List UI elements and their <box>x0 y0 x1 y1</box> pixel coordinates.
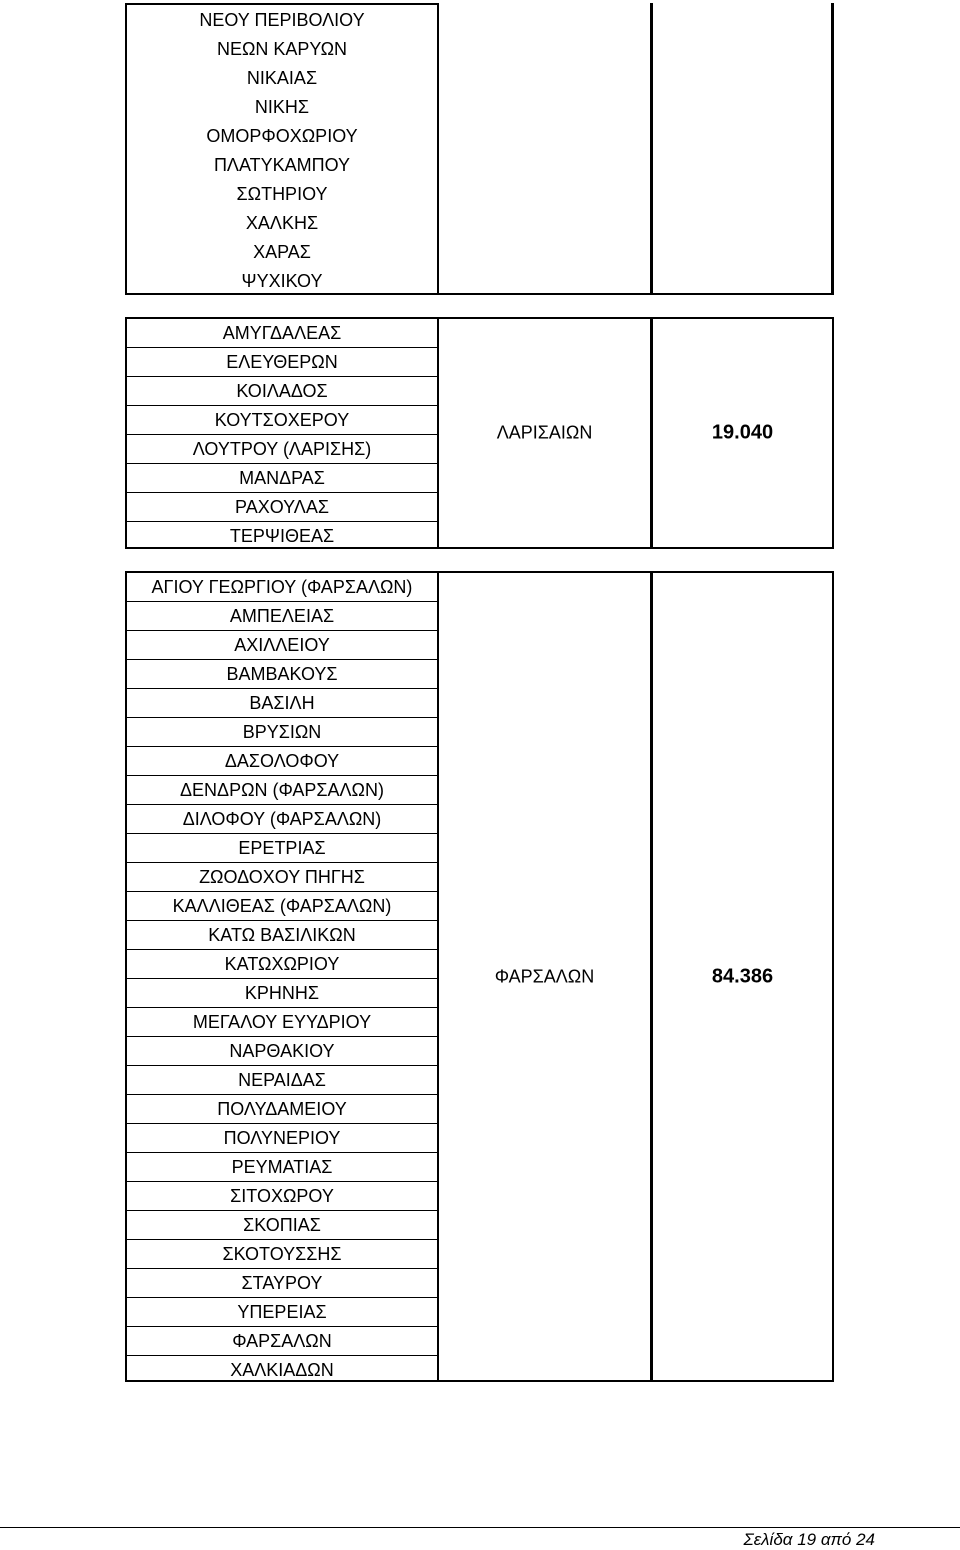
village-name: ΚΡΗΝΗΣ <box>127 979 437 1008</box>
village-name: ΒΑΣΙΛΗ <box>127 689 437 718</box>
village-name: ΑΜΥΓΔΑΛΕΑΣ <box>127 319 437 348</box>
village-name: ΧΑΡΑΣ <box>253 242 311 262</box>
village-name: ΕΛΕΥΘΕΡΩΝ <box>127 348 437 377</box>
municipality-cell <box>439 317 653 549</box>
village-name: ΝΙΚΑΙΑΣ <box>246 68 318 88</box>
village-name: ΛΟΥΤΡΟΥ (ΛΑΡΙΣΗΣ) <box>127 435 437 464</box>
village-name: ΚΑΤΩΧΩΡΙΟΥ <box>127 950 437 979</box>
village-name: ΟΜΟΡΦΟΧΩΡΙΟΥ <box>206 126 358 146</box>
table-group-1 <box>125 3 834 295</box>
village-name: ΝΙΚΗΣ <box>254 97 310 117</box>
table-group-2 <box>125 317 834 549</box>
village-list <box>127 573 437 1385</box>
village-name: ΒΑΜΒΑΚΟΥΣ <box>127 660 437 689</box>
village-name: ΔΑΣΟΛΟΦΟΥ <box>127 747 437 776</box>
municipality-cell <box>439 571 653 1382</box>
village-name: ΑΓΙΟΥ ΓΕΩΡΓΙΟΥ (ΦΑΡΣΑΛΩΝ) <box>127 573 437 602</box>
villages-cell <box>125 3 439 295</box>
village-name: ΚΑΛΛΙΘΕΑΣ (ΦΑΡΣΑΛΩΝ) <box>127 892 437 921</box>
village-name: ΜΕΓΑΛΟΥ ΕΥΥΔΡΙΟΥ <box>127 1008 437 1037</box>
village-name: ΣΚΟΤΟΥΣΣΗΣ <box>127 1240 437 1269</box>
village-list <box>127 5 437 296</box>
village-name: ΨΥΧΙΚΟΥ <box>241 271 323 291</box>
village-name: ΖΩΟΔΟΧΟΥ ΠΗΓΗΣ <box>127 863 437 892</box>
population-value: 84.386 <box>711 965 774 987</box>
village-name: ΚΟΥΤΣΟΧΕΡΟΥ <box>127 406 437 435</box>
population-value: 19.040 <box>711 421 774 444</box>
village-name: ΡΕΥΜΑΤΙΑΣ <box>127 1153 437 1182</box>
village-name: ΣΩΤΗΡΙΟΥ <box>236 184 328 204</box>
village-name: ΝΕΩΝ ΚΑΡΥΩΝ <box>216 39 348 59</box>
population-cell <box>653 317 834 549</box>
village-name: ΝΕΟΥ ΠΕΡΙΒΟΛΙΟΥ <box>199 10 365 30</box>
village-name: ΔΙΛΟΦΟΥ (ΦΑΡΣΑΛΩΝ) <box>127 805 437 834</box>
footer-divider <box>0 1527 960 1528</box>
village-name: ΚΑΤΩ ΒΑΣΙΛΙΚΩΝ <box>127 921 437 950</box>
village-name: ΜΑΝΔΡΑΣ <box>127 464 437 493</box>
village-name: ΔΕΝΔΡΩΝ (ΦΑΡΣΑΛΩΝ) <box>127 776 437 805</box>
village-name: ΣΙΤΟΧΩΡΟΥ <box>127 1182 437 1211</box>
village-name: ΑΧΙΛΛΕΙΟΥ <box>127 631 437 660</box>
population-cell <box>653 3 834 295</box>
municipality-name: ΛΑΡΙΣΑΙΩΝ <box>496 422 593 443</box>
village-name: ΝΑΡΘΑΚΙΟΥ <box>127 1037 437 1066</box>
village-name: ΠΟΛΥΔΑΜΕΙΟΥ <box>127 1095 437 1124</box>
village-name: ΠΟΛΥΝΕΡΙΟΥ <box>127 1124 437 1153</box>
villages-cell <box>125 317 439 549</box>
village-name: ΣΤΑΥΡΟΥ <box>127 1269 437 1298</box>
municipality-cell <box>439 3 653 295</box>
village-list <box>127 319 437 551</box>
village-name: ΠΛΑΤΥΚΑΜΠΟΥ <box>213 155 351 175</box>
page-number: Σελίδα 19 από 24 <box>743 1530 875 1549</box>
village-name: ΤΕΡΨΙΘΕΑΣ <box>229 526 335 546</box>
village-name: ΧΑΛΚΗΣ <box>245 213 319 233</box>
municipality-name: ΦΑΡΣΑΛΩΝ <box>494 966 595 986</box>
village-name: ΧΑΛΚΙΑΔΩΝ <box>230 1360 334 1380</box>
village-name: ΒΡΥΣΙΩΝ <box>127 718 437 747</box>
villages-cell <box>125 571 439 1382</box>
village-name: ΑΜΠΕΛΕΙΑΣ <box>127 602 437 631</box>
village-name: ΦΑΡΣΑΛΩΝ <box>127 1327 437 1356</box>
village-name: ΕΡΕΤΡΙΑΣ <box>127 834 437 863</box>
village-name: ΣΚΟΠΙΑΣ <box>127 1211 437 1240</box>
village-name: ΝΕΡΑΙΔΑΣ <box>127 1066 437 1095</box>
village-name: ΚΟΙΛΑΔΟΣ <box>127 377 437 406</box>
population-cell <box>653 571 834 1382</box>
village-name: ΥΠΕΡΕΙΑΣ <box>127 1298 437 1327</box>
village-name: ΡΑΧΟΥΛΑΣ <box>127 493 437 522</box>
table-group-3 <box>125 571 834 1382</box>
